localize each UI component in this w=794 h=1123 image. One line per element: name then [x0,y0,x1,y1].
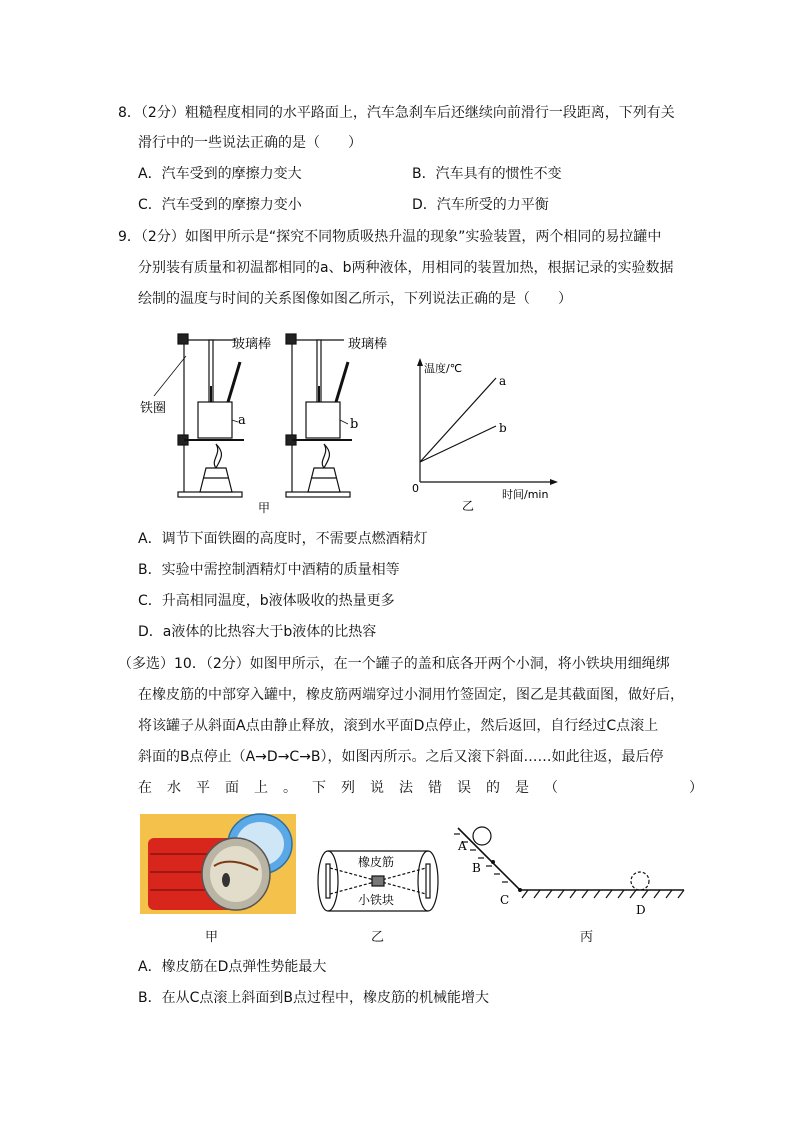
alcohol-lamp-2 [308,468,340,492]
label-point-c: C [500,893,510,907]
q10-option-a[interactable]: A．橡皮筋在D点弹性势能最大 [138,959,327,975]
label-iron-ring: 铁圈 [140,401,167,416]
q8-option-a[interactable]: A．汽车受到的摩擦力变大 [138,166,302,182]
can-at-d [631,872,649,890]
q9-stem-line2: 分别装有质量和初温都相同的a、b两种液体，用相同的装置加热，根据记录的实验数据 [138,260,674,276]
graph-line-b-label: b [499,421,507,435]
label-liquid-b: b [350,417,359,432]
label-liquid-a: a [238,413,246,428]
label-glass-rod-2: 玻璃棒 [348,337,388,352]
q8-option-b[interactable]: B．汽车具有的惯性不变 [412,166,562,182]
label-rubber-band: 橡皮筋 [358,855,395,869]
clamp-2 [286,334,296,344]
q10-stem-line2: 在橡皮筋的中部穿入罐中，橡皮筋两端穿过小洞用竹签固定，图乙是其截面图，做好后， [138,687,684,703]
q10-incline-diagram [448,818,688,918]
caption-jia-9: 甲 [258,501,271,515]
caption-jia-10: 甲 [205,930,219,945]
q10-stem-line4: 斜面的B点停止（A→D→C→B），如图丙所示。之后又滚下斜面……如此往返，最后停 [138,749,664,765]
q10-stem-line1: （多选）10．（2分）如图甲所示，在一个罐子的盖和底各开两个小洞，将小铁块用细绳绑 [118,656,670,672]
graph-line-a-label: a [499,374,507,388]
q10-cross-section [316,846,440,916]
q9-apparatus-figure [140,326,388,516]
q9-stem-line3: 绘制的温度与时间的关系图像如图乙所示，下列说法正确的是（ ） [138,291,572,307]
q10-stem-line3: 将该罐子从斜面A点由静止释放，滚到水平面D点停止，然后返回，自行经过C点滚上 [138,718,659,734]
q9-option-a[interactable]: A．调节下面铁圈的高度时，不需要点燃酒精灯 [138,531,428,547]
q9-stem-line1: 9．（2分）如图甲所示是“探究不同物质吸热升温的现象”实验装置，两个相同的易拉罐中 [118,229,662,245]
alcohol-lamp-1 [200,468,232,492]
q9-option-c[interactable]: C．升高相同温度，b液体吸收的热量更多 [138,593,395,609]
q9-option-b[interactable]: B．实验中需控制酒精灯中酒精的质量相等 [138,562,400,578]
can-2 [306,402,340,438]
q10-option-b[interactable]: B．在从C点滚上斜面到B点过程中，橡皮筋的机械能增大 [138,990,489,1006]
ring-leader-line [154,356,186,396]
q9-option-d[interactable]: D．a液体的比热容大于b液体的比热容 [138,624,377,640]
label-iron-block: 小铁块 [358,893,395,907]
q8-stem-line1: 8．（2分）粗糙程度相同的水平路面上，汽车急刹车后还继续向前滑行一段距离，下列有关 [118,105,675,121]
can-1 [198,402,232,438]
q10-stem-line5: 在水平面上。下列说法错误的是（ ） [138,780,718,796]
graph-y-label: 温度/℃ [424,362,463,375]
q8-option-c[interactable]: C．汽车受到的摩擦力变小 [138,197,302,213]
q10-can-photo [140,814,296,914]
stand-base-1 [178,492,242,497]
label-point-d: D [636,903,646,917]
caption-yi-10: 乙 [371,930,385,945]
caption-bing-10: 丙 [580,930,594,945]
graph-x-label: 时间/min [502,488,549,501]
q8-option-d[interactable]: D．汽车所受的力平衡 [412,197,549,213]
graph-origin-label: 0 [412,482,419,495]
label-point-b: B [472,861,481,875]
graph-line-b [420,426,496,462]
stand-base-2 [286,492,350,497]
iron-block [372,876,384,886]
clamp-1 [178,334,188,344]
q9-temperature-graph [404,354,564,514]
q8-stem-line2: 滑行中的一些说法正确的是（ ） [138,135,362,151]
graph-line-a [420,378,496,462]
caption-yi-9: 乙 [462,499,475,513]
can-at-a [473,827,491,845]
label-glass-rod-1: 玻璃棒 [232,337,272,352]
label-point-a: A [458,839,467,853]
